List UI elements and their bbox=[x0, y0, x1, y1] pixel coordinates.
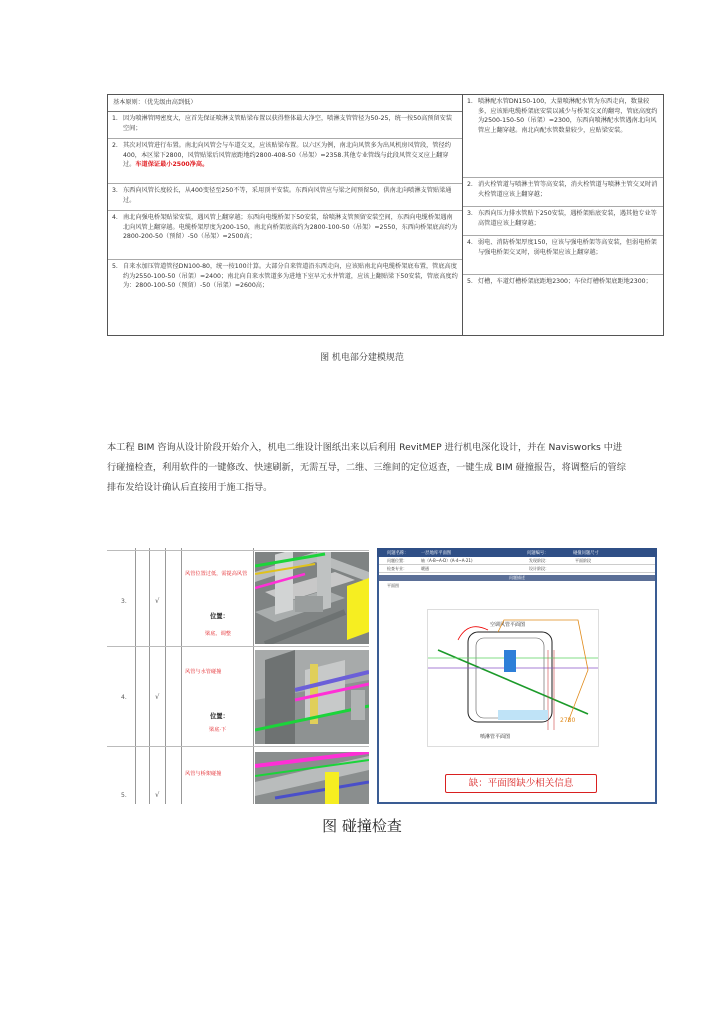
rule-row: 5. 自来水加压管道管径DN100-80，统一按100计算。大部分自来管道沿东西走向，应该贴南北向电缆桥架底布置，管底高度约为2550-100-50（吊架）=2400；南北向自来水管道多为进地下室早元水井管道，应该上翻贴梁下50安装，管底高度约为：2800-100-50（预留）-50（吊架）=2600高； bbox=[112, 263, 458, 290]
report-row: 问题位置： 轴（A-B~A-D）(A-4~A-21) 发现阶段： 平面阶段 bbox=[379, 557, 655, 565]
rule-row: 2. 消火栓管道与喷淋主管等高安装，消火栓管道与喷淋主管交叉时消火栓管道应该上翻穿越； bbox=[463, 178, 663, 207]
clash-table bbox=[107, 548, 369, 804]
rule-row: 2. 其次对风管进行布置。南北向风管会与车道交叉，应该贴梁布置。以六区为例，南北向风管多为出风机房风管段，管径约400，本区梁下2800，风管贴梁后风管底距地约2800-408-50（吊架）=2358.其他专业管线与此段风管交叉应上翻穿过。车道保证最小2500净高。 bbox=[108, 139, 462, 184]
missing-info-box: 缺：平面图缺少相关信息 bbox=[445, 774, 597, 793]
clash-model-image bbox=[255, 552, 369, 644]
row-number: 4. bbox=[121, 694, 127, 701]
clash-model-image bbox=[255, 650, 369, 744]
report-title-bar: 问题名称： 一层地库平面图 问题编号： 碰撞问题尺寸 bbox=[377, 548, 657, 557]
report-row: 检查专业： 暖通 设计阶段： bbox=[379, 565, 655, 573]
issue-text: 风管与水管碰撞 bbox=[185, 669, 222, 675]
issue-text: 风管与桥架碰撞 bbox=[185, 771, 222, 777]
rules-right-column bbox=[463, 95, 663, 335]
report-row: 平面图 bbox=[387, 583, 399, 588]
modeling-rules-table bbox=[107, 94, 664, 336]
report-body bbox=[379, 557, 655, 802]
plan-bottom-label: 喷淋管平面图 bbox=[480, 734, 511, 740]
plan-top-label: 空调风管平面图 bbox=[490, 622, 526, 628]
check-mark: √ bbox=[155, 597, 160, 605]
check-mark: √ bbox=[155, 791, 160, 799]
clash-report-panel bbox=[377, 548, 657, 804]
row-number: 5. bbox=[121, 792, 127, 799]
figure-caption-clash-check: 图 碰撞检查 bbox=[322, 817, 402, 835]
plan-dimension: 2780 bbox=[560, 717, 576, 724]
issue-text: 风管位置过低，需提高风管 bbox=[185, 571, 248, 577]
clash-check-figure bbox=[107, 548, 657, 804]
figure-caption-modeling-rules: 图 机电部分建模规范 bbox=[320, 353, 404, 363]
position-detail: 梁底、调整 bbox=[205, 631, 231, 637]
report-section-band: 问题描述 bbox=[379, 575, 655, 581]
rule-row: 3. 东西向风管长度较长，从400变径至250不等，采用顶平安装。东西向风管应与梁之间预留50，供南北向喷淋支管贴梁通过。 bbox=[108, 184, 462, 211]
rule-row: 3. 东西向压力排水管贴下250安装，遇桥架贴底安装，遇其他专业等高管道应该上翻穿越； bbox=[463, 207, 663, 236]
row-number: 3. bbox=[121, 598, 127, 605]
rules-header: 基本原则：（优先级由高到低） bbox=[108, 95, 462, 112]
position-label: 位置： bbox=[210, 613, 229, 620]
rule-row: 1. 喷淋配水管DN150-100，大量喷淋配水管为东西走向，数量较多，应该贴电缆桥架底安装以减少与桥架交叉的翻弯，管底高度约为2500-150-50（吊架）=2300，东西向喷淋配水管遇南北向风管应上翻穿越。南北向配水管数量较少，应贴梁安装。 bbox=[463, 95, 663, 178]
rule-row: 4. 南北向强电桥架贴梁安装，遇风管上翻穿越；东西向电缆桥架下50安装，给喷淋支管预留安装空间，东西向电缆桥架遇南北向风管上翻穿越。电缆桥架厚度为200-150，南北向桥架底高约为2800-100-50（吊架）=2550，东西向桥架底高约为2800-200-50（预留）-50（吊架）=2500高； bbox=[108, 211, 462, 260]
position-detail: 梁底·下 bbox=[209, 727, 227, 733]
clash-model-image bbox=[255, 752, 369, 804]
plan-drawing bbox=[427, 609, 599, 747]
rule-row: 1. 因为喷淋管网密度大，应首先保证喷淋支管贴梁布置以获得整体最大净空，喷淋支管管径为50-25，统一按50高预留安装空间； bbox=[108, 112, 462, 139]
warning-text: 车道保证最小2500净高。 bbox=[135, 161, 209, 169]
rules-left-column bbox=[108, 95, 463, 335]
check-mark: √ bbox=[155, 693, 160, 701]
body-paragraph: 本工程 BIM 咨询从设计阶段开始介入，机电二维设计图纸出来以后利用 RevitMEP 进行机电深化设计，并在 Navisworks 中进行碰撞检查，利用软件的一键修改、快速刷新，无需互导，二维、三维间的定位返查，一键生成 BIM 碰撞报告，将调整后的管综排布发给设计确认后直接用于施工指导。 bbox=[107, 442, 626, 493]
rule-row: 5. 灯槽，车道灯槽桥架底距地2300；车位灯槽桥架底距地2300； bbox=[467, 278, 652, 285]
position-label: 位置： bbox=[210, 713, 229, 720]
rule-row: 4. 弱电、消防桥架厚度150，应该与强电桥架等高安装，但弱电桥架与强电桥架交叉时，弱电桥架应该上翻穿越； bbox=[463, 236, 663, 275]
